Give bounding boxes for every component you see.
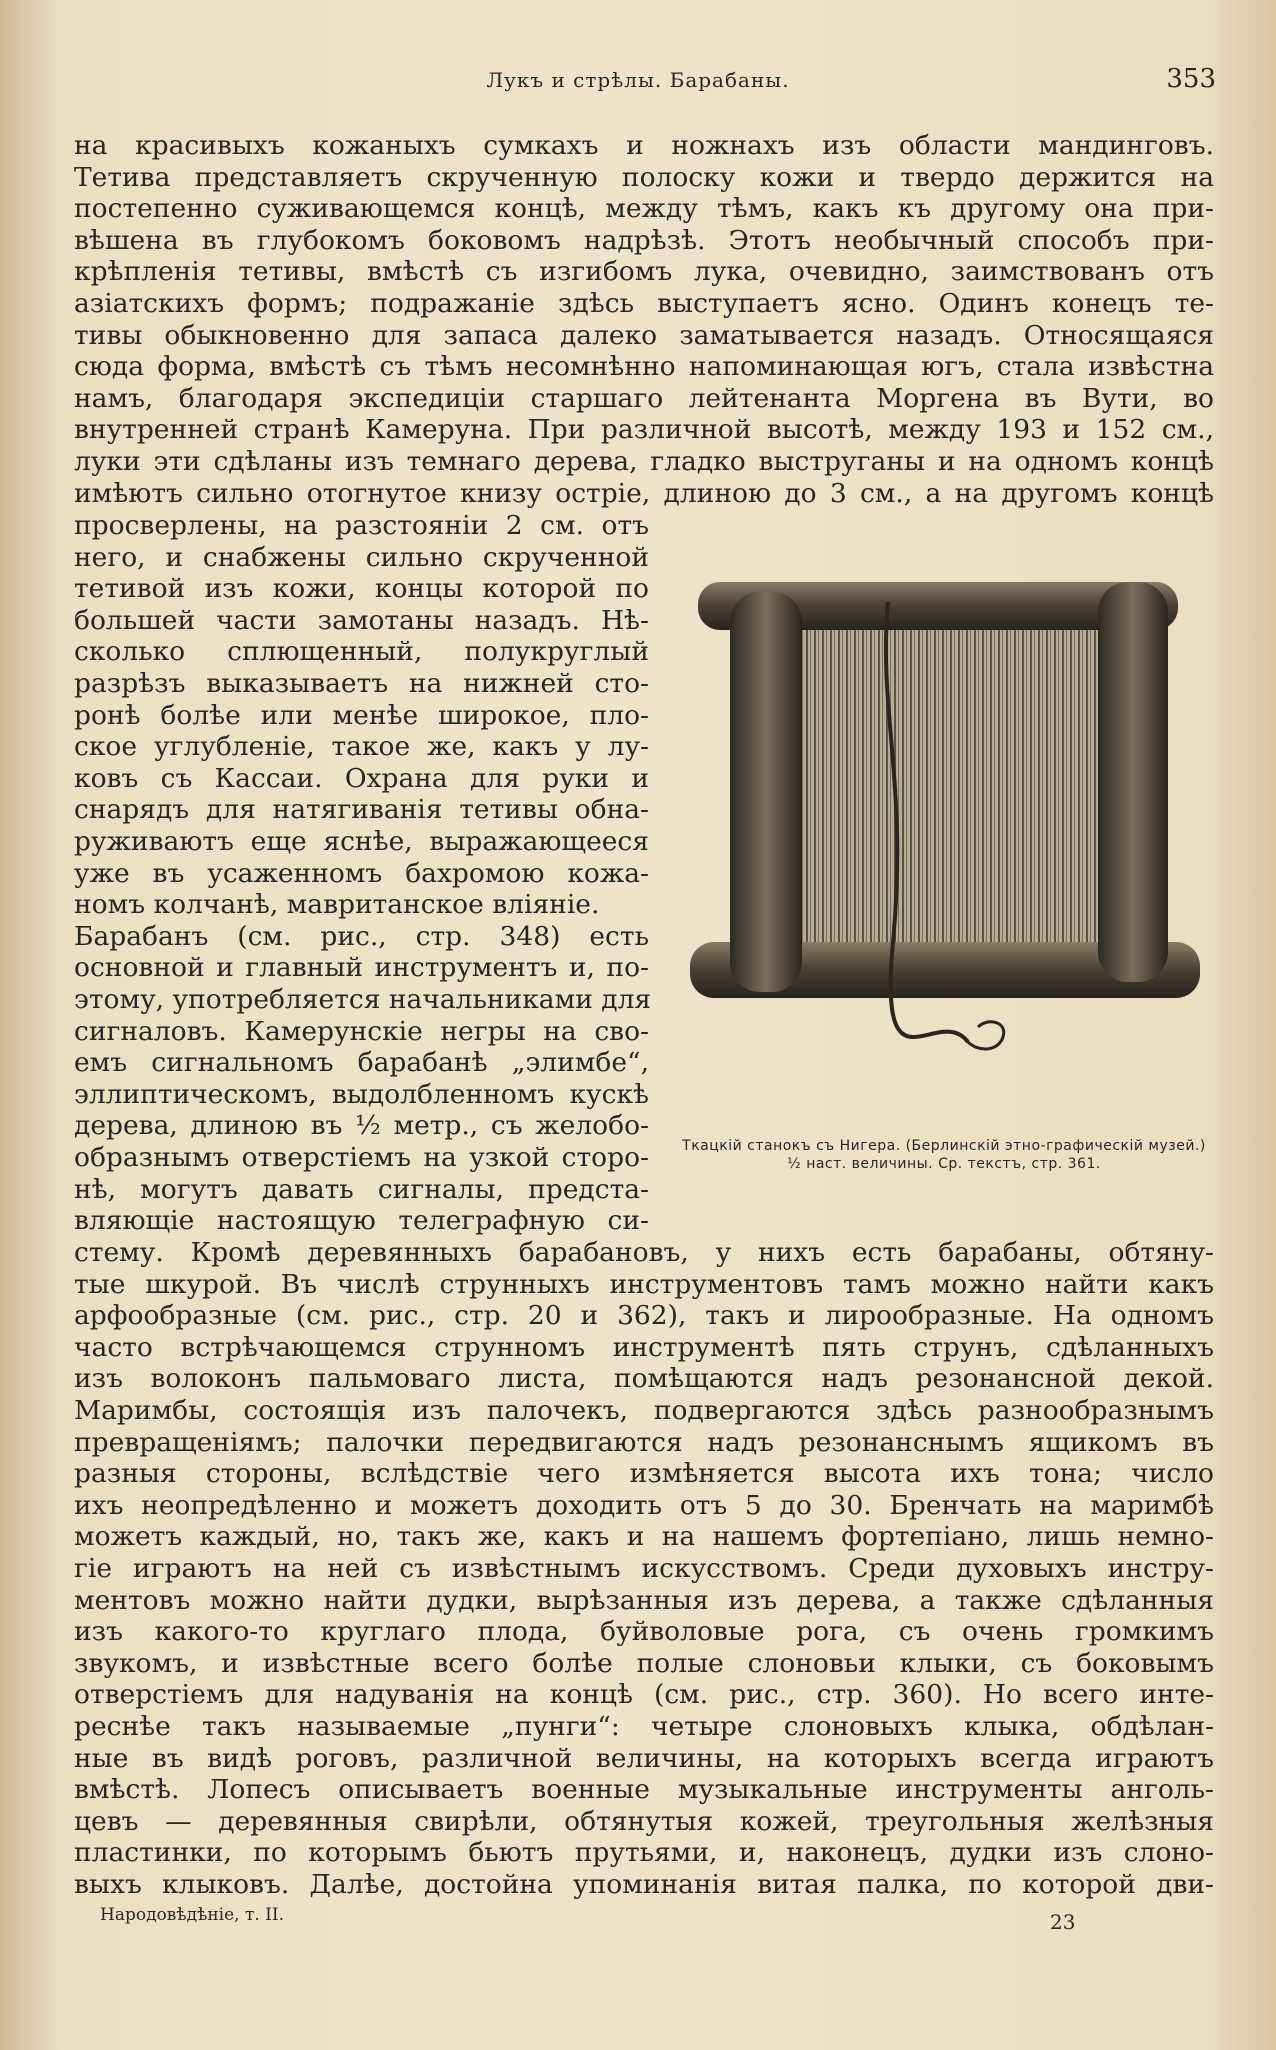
text-line: Маримбы, состоящія изъ палочекъ, подвергаются здѣсь разнообразнымъ bbox=[74, 1395, 1214, 1426]
text-line: цевъ — деревянныя свирѣли, обтянутыя кожей, треугольныя желѣзныя bbox=[74, 1805, 1214, 1837]
text-line: просверлены, на разстояніи 2 см. отъ bbox=[74, 510, 649, 541]
page-number: 353 bbox=[1166, 64, 1216, 94]
text-line: вмѣстѣ. Лопесъ описываетъ военные музыкальные инструменты анголь- bbox=[74, 1774, 1214, 1806]
text-line: арфообразные (см. рис., стр. 20 и 362), такъ и лирообразные. На одномъ bbox=[74, 1300, 1214, 1332]
text-line: изъ волоконъ пальмоваго листа, помѣщаются надъ резонансной декой. bbox=[74, 1363, 1214, 1395]
text-line: разрѣзъ выказываетъ на нижней сто- bbox=[74, 668, 649, 699]
text-line: большей части замотаны назадъ. Нѣ- bbox=[74, 604, 649, 636]
text-line: тивы обыкновенно для запаса далеко заматывается назадъ. Относящаяся bbox=[74, 319, 1214, 351]
text-line: стему. Кромѣ деревянныхъ барабановъ, у нихъ есть барабаны, обтяну- bbox=[74, 1237, 1214, 1268]
text-line: ское углубленіе, такое же, какъ у лу- bbox=[74, 731, 649, 763]
text-line: изъ какого-то круглаго плода, буйволовые рога, съ очень громкимъ bbox=[74, 1616, 1214, 1648]
loom-illustration bbox=[678, 562, 1218, 1062]
text-line: внутренней странѣ Камеруна. При различной высотѣ, между 193 и 152 см., bbox=[74, 414, 1214, 446]
text-line: дерева, длиною въ ½ метр., съ желобо- bbox=[74, 1110, 649, 1142]
text-line: выхъ клыковъ. Далѣе, достойна упоминанія витая палка, по которой дви- bbox=[74, 1869, 1214, 1900]
text-line: крѣпленія тетивы, вмѣстѣ съ изгибомъ лука, очевидно, заимствованъ отъ bbox=[74, 256, 1214, 288]
text-line: намъ, благодаря экспедиціи старшаго лейтенанта Моргена въ Вути, во bbox=[74, 382, 1214, 414]
right-post bbox=[1098, 582, 1168, 982]
text-line: сигналовъ. Камерунскіе негры на сво- bbox=[74, 1015, 649, 1047]
text-line: руживаютъ еще яснѣе, выражающееся bbox=[74, 826, 649, 857]
text-line: уже въ усаженномъ бахромою кожа- bbox=[74, 857, 649, 889]
text-line: Барабанъ (см. рис., стр. 348) есть bbox=[74, 920, 649, 952]
text-line: луки эти сдѣланы изъ темнаго дерева, гладко выструганы и на одномъ концѣ bbox=[74, 446, 1214, 477]
text-line: реснѣе такъ называемые „пунги“: четыре слоновыхъ клыка, обдѣлан- bbox=[74, 1711, 1214, 1742]
text-line: ронѣ болѣе или менѣе широкое, пло- bbox=[74, 699, 649, 731]
text-line: него, и снабжены сильно скрученной bbox=[74, 541, 649, 573]
text-line: тые шкурой. Въ числѣ струнныхъ инструментовъ тамъ можно найти какъ bbox=[74, 1268, 1214, 1300]
text-line: эллиптическомъ, выдолбленномъ кускѣ bbox=[74, 1078, 649, 1110]
warp-threads bbox=[788, 617, 1118, 947]
text-line: разныя стороны, вслѣдствіе чего измѣняется высота ихъ тона; число bbox=[74, 1458, 1214, 1490]
text-line: ментовъ можно найти дудки, вырѣзанныя изъ дерева, а также сдѣланныя bbox=[74, 1584, 1214, 1616]
text-line: ихъ неопредѣленно и можетъ доходить отъ 5 до 30. Бренчать на маримбѣ bbox=[74, 1489, 1214, 1521]
text-line: основной и главный инструментъ и, по- bbox=[74, 952, 649, 984]
text-line: отверстіемъ для надуванія на концѣ (см. рис., стр. 360). Но всего инте- bbox=[74, 1679, 1214, 1711]
text-line: нѣ, могутъ давать сигналы, предста- bbox=[74, 1173, 649, 1205]
text-line: сколько сплющенный, полукруглый bbox=[74, 636, 649, 668]
signature-mark: 23 bbox=[1050, 1910, 1076, 1934]
text-line: сюда форма, вмѣстѣ съ тѣмъ несомнѣнно напоминающая югъ, стала извѣстна bbox=[74, 351, 1214, 383]
text-line: образнымъ отверстіемъ на узкой сторо- bbox=[74, 1142, 649, 1173]
text-line: Тетива представляетъ скрученную полоску кожи и твердо держится на bbox=[74, 161, 1214, 193]
text-line: емъ сигнальномъ барабанѣ „элимбе“, bbox=[74, 1047, 649, 1079]
text-line: гіе играютъ на ней съ извѣстнымъ искусствомъ. Среди духовыхъ инстру- bbox=[74, 1553, 1214, 1584]
running-header: Лукъ и стрѣлы. Барабаны. bbox=[486, 68, 790, 92]
text-line: превращеніямъ; палочки передвигаются надъ резонанснымъ ящикомъ въ bbox=[74, 1426, 1214, 1458]
text-line: имѣютъ сильно отогнутое книзу остріе, длиною до 3 см., а на другомъ концѣ bbox=[74, 477, 1214, 509]
text-line: часто встрѣчающемся струнномъ инструментѣ пять струнъ, сдѣланныхъ bbox=[74, 1331, 1214, 1363]
text-line: на красивыхъ кожаныхъ сумкахъ и ножнахъ изъ области мандинговъ. bbox=[74, 130, 1214, 161]
text-line: номъ колчанѣ, мавританское вліяніе. bbox=[74, 889, 600, 921]
text-line: снарядъ для натягиванія тетивы обна- bbox=[74, 794, 649, 826]
text-line: азіатскихъ формъ; подражаніе здѣсь выступаетъ ясно. Одинъ конецъ те- bbox=[74, 288, 1214, 319]
text-line: вляющіе настоящую телеграфную си- bbox=[74, 1205, 649, 1237]
figure-caption: Ткацкій станокъ съ Нигера. (Берлинскій этно-графическій музей.) ½ наст. величины. Ср. текстъ, стр. 361. bbox=[682, 1138, 1206, 1172]
text-line: постепенно суживающемся концѣ, между тѣмъ, какъ къ другому она при- bbox=[74, 193, 1214, 225]
text-line: можетъ каждый, но, такъ же, какъ и на нашемъ фортепіано, лишь немно- bbox=[74, 1521, 1214, 1553]
footer-title: Народовѣдѣніе, т. II. bbox=[100, 1905, 285, 1925]
left-post bbox=[730, 592, 802, 992]
text-line: ковъ съ Кассаи. Охрана для руки и bbox=[74, 762, 649, 794]
text-line: звукомъ, и извѣстные всего болѣе полые слоновьи клыки, съ боковымъ bbox=[74, 1647, 1214, 1679]
text-line: ные въ видѣ роговъ, различной величины, на которыхъ всегда играютъ bbox=[74, 1742, 1214, 1774]
text-line: этому, употребляется начальниками для bbox=[74, 984, 652, 1015]
text-line: тетивой изъ кожи, концы которой по bbox=[74, 573, 649, 605]
text-line: вѣшена въ глубокомъ боковомъ надрѣзѣ. Этотъ необычный способъ при- bbox=[74, 224, 1214, 256]
text-line: пластинки, по которымъ бьютъ прутьями, и, наконецъ, дудки изъ слоно- bbox=[74, 1837, 1214, 1869]
